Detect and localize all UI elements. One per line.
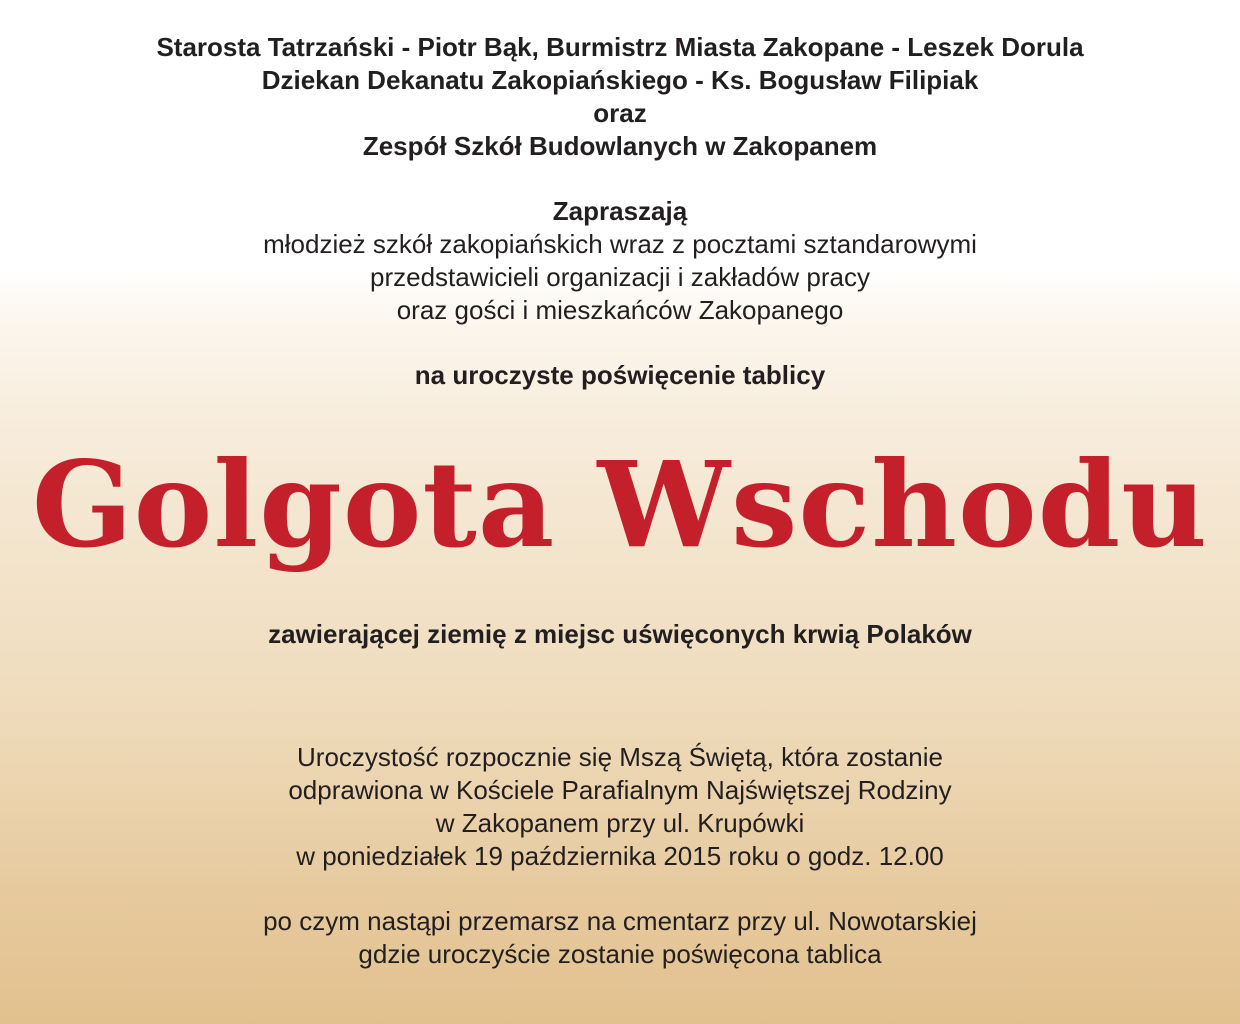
invitees-line-3: oraz gości i mieszkańców Zakopanego [396,295,844,325]
conjunction-oraz: oraz [593,98,647,128]
invite-verb: Zapraszają [552,196,688,226]
invitees-line-2: przedstawicieli organizacji i zakładów pracy [370,262,870,292]
occasion-line: na uroczyste poświęcenie tablicy [414,360,826,390]
invitees-line-1: młodzież szkół zakopiańskich wraz z pocztami sztandarowymi [263,229,977,259]
details-line-2: odprawiona w Kościele Parafialnym Najświętszej Rodziny [288,775,952,805]
details-line-3: w Zakopanem przy ul. Krupówki [435,808,805,838]
details-line-1: Uroczystość rozpocznie się Mszą Świętą, która zostanie [297,742,943,772]
details-line-4: w poniedziałek 19 października 2015 roku o godz. 12.00 [296,841,944,871]
event-title: Golgota Wschodu [31,435,1209,574]
hosts-line-1: Starosta Tatrzański - Piotr Bąk, Burmistrz Miasta Zakopane - Leszek Dorula [156,32,1084,62]
hosts-line-2: Dziekan Dekanatu Zakopiańskiego - Ks. Bogusław Filipiak [261,65,979,95]
details-line-6: gdzie uroczyście zostanie poświęcona tablica [358,939,882,969]
school-name: Zespół Szkół Budowlanych w Zakopanem [362,131,878,161]
details-line-5: po czym nastąpi przemarsz na cmentarz przy ul. Nowotarskiej [263,906,977,936]
subtitle-line: zawierającej ziemię z miejsc uświęconych krwią Polaków [268,619,972,649]
